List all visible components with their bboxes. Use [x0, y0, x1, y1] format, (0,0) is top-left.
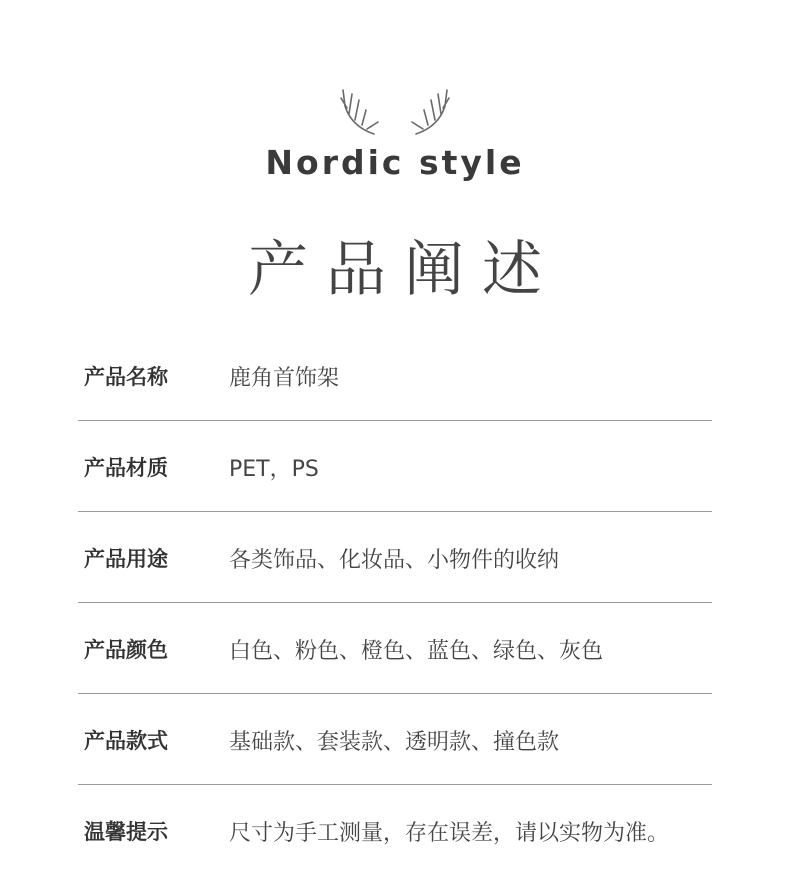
spec-row-style	[78, 694, 712, 785]
spec-label: 温馨提示	[84, 820, 168, 844]
spec-label: 产品颜色	[84, 638, 168, 662]
spec-row-color	[78, 603, 712, 694]
spec-label: 产品款式	[84, 729, 168, 753]
spec-row-material	[78, 421, 712, 512]
antlers-icon	[338, 84, 452, 136]
spec-row-name	[78, 330, 712, 421]
spec-value: 鹿角首饰架	[229, 366, 340, 391]
spec-value: 尺寸为手工测量，存在误差，请以实物为准。	[229, 821, 670, 846]
tagline: Nordic style	[265, 143, 525, 182]
spec-value: 白色、粉色、橙色、蓝色、绿色、灰色	[229, 639, 604, 664]
spec-table	[78, 330, 712, 876]
spec-row-usage	[78, 512, 712, 603]
spec-value: 基础款、套装款、透明款、撞色款	[229, 730, 560, 755]
spec-label: 产品材质	[84, 456, 168, 480]
spec-value: 各类饰品、化妆品、小物件的收纳	[229, 548, 560, 573]
page-title: 产品阐述	[248, 235, 560, 305]
spec-label: 产品名称	[84, 365, 168, 389]
spec-label: 产品用途	[84, 547, 168, 571]
spec-row-note	[78, 785, 712, 876]
spec-value: PET，PS	[229, 457, 319, 482]
